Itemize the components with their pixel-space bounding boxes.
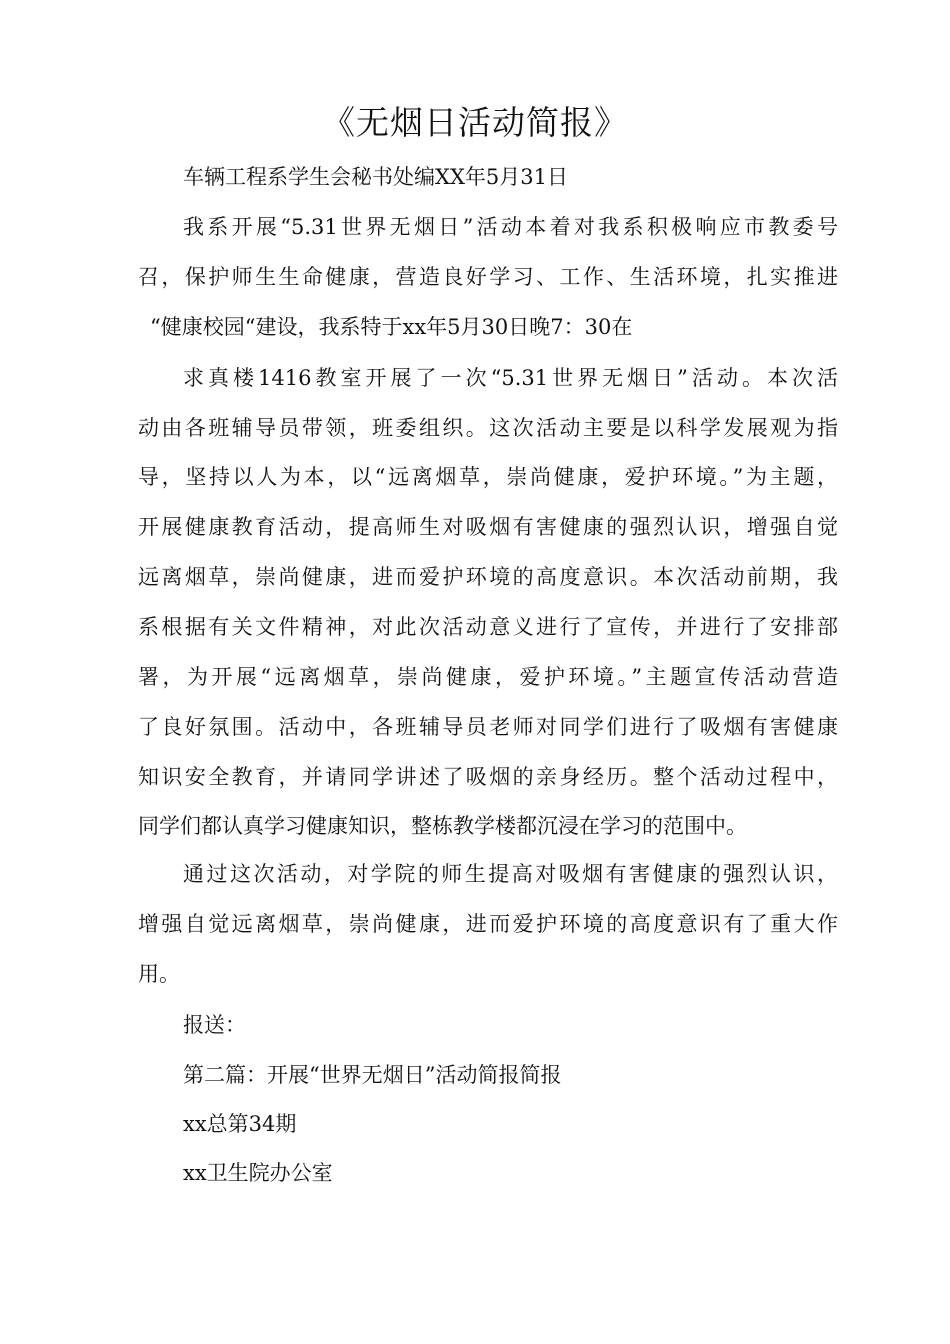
paragraph-1-line-2: 召，保护师生生命健康，营造良好学习、工作、生活环境，扎实推进 (138, 265, 838, 289)
paragraph-2-line-3: 导，坚持以人为本，以“远离烟草，崇尚健康，爱护环境。”为主题， (138, 465, 838, 489)
second-article-heading: 第二篇：开展“世界无烟日”活动简报简报 (183, 1063, 562, 1087)
paragraph-1-line-1: 我系开展“5.31世界无烟日”活动本着对我系积极响应市教委号 (183, 215, 838, 239)
paragraph-2-line-5: 远离烟草，崇尚健康，进而爱护环境的高度意识。本次活动前期，我 (138, 565, 838, 589)
paragraph-2-line-8: 了良好氛围。活动中，各班辅导员老师对同学们进行了吸烟有害健康 (138, 715, 838, 739)
document-title: 《无烟日活动简报》 (322, 103, 628, 142)
paragraph-3-line-1: 通过这次活动，对学院的师生提高对吸烟有害健康的强烈认识， (183, 862, 838, 886)
paragraph-3-line-2: 增强自觉远离烟草，崇尚健康，进而爱护环境的高度意识有了重大作 (138, 912, 838, 936)
issuing-office: xx卫生院办公室 (183, 1161, 333, 1185)
paragraph-2-line-9: 知识安全教育，并请同学讲述了吸烟的亲身经历。整个活动过程中， (138, 765, 838, 789)
paragraph-3-line-3: 用。 (138, 962, 180, 986)
paragraph-1-line-3: “健康校园“建设，我系特于xx年5月30日晚7：30在 (150, 315, 633, 339)
paragraph-2-line-1: 求真楼1416教室开展了一次“5.31世界无烟日”活动。本次活 (183, 366, 838, 390)
paragraph-2-line-2: 动由各班辅导员带领，班委组织。这次活动主要是以科学发展观为指 (138, 416, 838, 440)
byline: 车辆工程系学生会秘书处编XX年5月31日 (183, 165, 568, 189)
paragraph-2-line-7: 署，为开展“远离烟草，崇尚健康，爱护环境。”主题宣传活动营造 (138, 665, 838, 689)
paragraph-2-line-6: 系根据有关文件精神，对此次活动意义进行了宣传，并进行了安排部 (138, 615, 838, 639)
report-to-label: 报送： (183, 1013, 246, 1037)
paragraph-2-line-10: 同学们都认真学习健康知识，整栋教学楼都沉浸在学习的范围中。 (138, 814, 747, 838)
paragraph-2-line-4: 开展健康教育活动，提高师生对吸烟有害健康的强烈认识，增强自觉 (138, 515, 838, 539)
issue-number: xx总第34期 (183, 1112, 297, 1136)
